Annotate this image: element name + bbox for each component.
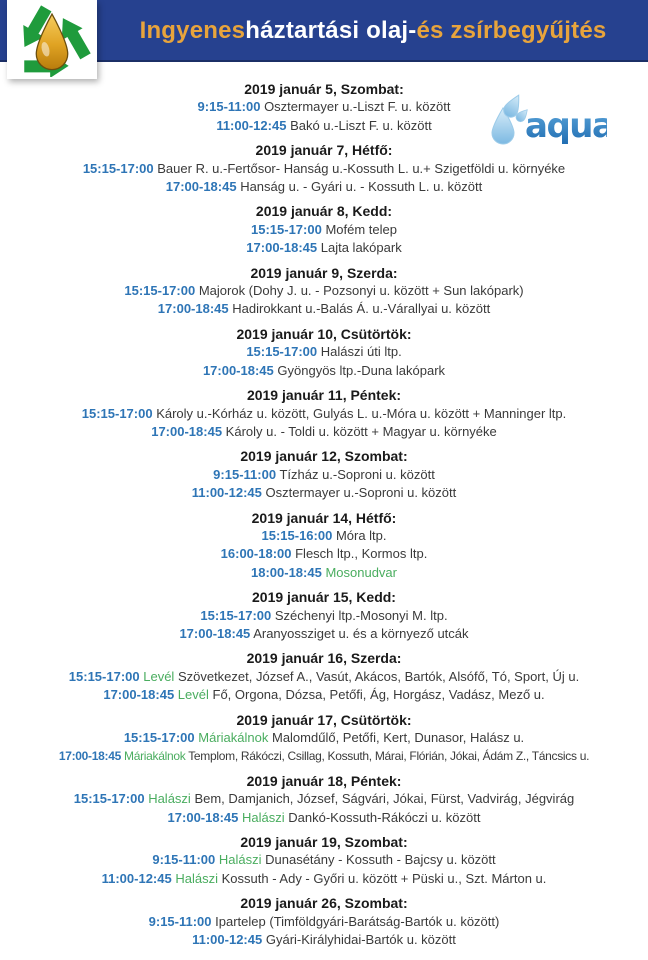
schedule-block: [0, 325, 648, 380]
schedule-entry: [0, 405, 648, 423]
entry-time: 15:15-17:00: [124, 283, 196, 299]
entry-location: Majorok (Dohy J. u. - Pozsonyi u. között + Sun lakópark): [198, 283, 524, 299]
entry-time: 15:15-17:00: [73, 791, 145, 807]
schedule-entry: [0, 790, 648, 808]
schedule-entry: [0, 870, 648, 888]
entry-time: 9:15-11:00: [152, 852, 216, 868]
schedule-block: [0, 711, 648, 766]
entry-location: Hadirokkant u.-Balás Á. u.-Várallyai u. között: [232, 301, 491, 317]
entry-location: Károly u. - Toldi u. között + Magyar u. környéke: [225, 423, 497, 439]
schedule-block: [0, 588, 648, 643]
schedule-entry: [0, 239, 648, 257]
schedule-block: [0, 141, 648, 196]
entry-time: 17:00-18:45: [58, 749, 121, 764]
entry-location: Bauer R. u.-Fertősor- Hanság u.-Kossuth L. u.+ Szigetföldi u. környéke: [157, 160, 566, 176]
entry-location: Gyári-Királyhidai-Bartók u. között: [265, 932, 456, 948]
entry-location: Széchenyi ltp.-Mosonyi M. ltp.: [274, 607, 448, 623]
entry-area: Máriakálnok: [124, 749, 186, 764]
entry-time: 15:15-17:00: [200, 607, 272, 623]
schedule-entry: [0, 668, 648, 686]
entry-location: Halászi úti ltp.: [320, 344, 402, 360]
schedule-date: 2019 január 10, Csütörtök:: [236, 325, 412, 342]
schedule-block: [0, 649, 648, 704]
schedule-date: 2019 január 18, Péntek:: [246, 772, 402, 789]
schedule-date: 2019 január 16, Szerda:: [246, 650, 402, 667]
schedule-entry: [0, 931, 648, 949]
entry-area: Halászi: [218, 852, 262, 868]
schedule-block: [0, 447, 648, 502]
schedule-entry: [0, 282, 648, 300]
schedule-entry: [0, 423, 648, 441]
schedule-block: [0, 202, 648, 257]
entry-time: 11:00-12:45: [216, 117, 287, 133]
entry-area: Levél: [177, 687, 209, 703]
schedule-date: 2019 január 9, Szerda:: [250, 264, 398, 281]
schedule-date: 2019 január 15, Kedd:: [252, 589, 396, 606]
entry-area: Halászi: [242, 809, 285, 825]
entry-location: Malomdűlő, Petőfi, Kert, Dunasor, Halász u.: [271, 730, 525, 745]
schedule-date: 2019 január 8, Kedd:: [255, 203, 393, 220]
schedule-entry: [0, 607, 648, 625]
title-part-ingyenes: Ingyenes: [139, 17, 246, 44]
schedule-entry: [0, 851, 648, 869]
schedule-entry: [0, 729, 648, 747]
title-part-zsirbegyujtes: és zsírbegyűjtés: [416, 17, 607, 44]
schedule-block: [0, 833, 648, 888]
schedule-entry: [0, 545, 648, 563]
schedule-entry: [0, 564, 648, 582]
schedule-date: 2019 január 14, Hétfő:: [251, 509, 397, 526]
schedule-date: 2019 január 7, Hétfő:: [255, 142, 393, 159]
entry-time: 17:00-18:45: [157, 301, 229, 317]
schedule-entry: [0, 686, 648, 704]
entry-time: 15:15-17:00: [246, 344, 318, 360]
schedule-block: [0, 264, 648, 319]
schedule-entry: [0, 913, 648, 931]
entry-time: 15:15-17:00: [82, 160, 154, 176]
schedule-entry: [0, 160, 648, 178]
entry-location: Gyöngyös ltp.-Duna lakópark: [277, 362, 446, 378]
schedule-block: [0, 894, 648, 949]
entry-area: Máriakálnok: [198, 730, 269, 745]
schedule-entry: [0, 300, 648, 318]
entry-time: 15:15-17:00: [251, 221, 322, 237]
entry-area: Halászi: [148, 791, 191, 807]
entry-location: Bem, Damjanich, József, Ságvári, Jókai, Fürst, Vadvirág, Jégvirág: [194, 791, 575, 807]
entry-location: Tízház u.-Soproni u. között: [279, 466, 435, 482]
header-bar: [0, 0, 648, 62]
aqua-logo-text: aqua: [525, 106, 607, 146]
entry-location: Szövetkezet, József A., Vasút, Akácos, Bartók, Alsófő, Tó, Sport, Új u.: [177, 668, 580, 684]
schedule-entry: [0, 178, 648, 196]
entry-time: 17:00-18:45: [246, 240, 318, 256]
schedule-date: 2019 január 26, Szombat:: [240, 895, 408, 912]
entry-area: Halászi: [175, 870, 218, 886]
schedule-entry: [0, 466, 648, 484]
entry-location: Fő, Orgona, Dózsa, Petőfi, Ág, Horgász, Vadász, Mező u.: [212, 687, 545, 703]
schedule-entry: [0, 747, 648, 765]
schedule-block: [0, 386, 648, 441]
entry-time: 11:00-12:45: [192, 932, 263, 948]
entry-location: Dunasétány - Kossuth - Bajcsy u. között: [265, 852, 496, 868]
schedule-entry: [0, 221, 648, 239]
entry-time: 11:00-12:45: [191, 485, 262, 501]
schedule-entry: [0, 343, 648, 361]
water-splash-icon: [487, 90, 607, 148]
entry-time: 16:00-18:00: [220, 546, 292, 562]
schedule-date: 2019 január 12, Szombat:: [240, 448, 408, 465]
entry-time: 15:15-17:00: [68, 668, 140, 684]
entry-location: Lajta lakópark: [320, 240, 402, 256]
entry-time: 17:00-18:45: [151, 423, 223, 439]
entry-location: Móra ltp.: [335, 527, 387, 543]
schedule-date: 2019 január 5, Szombat:: [244, 81, 404, 97]
schedule: [0, 62, 648, 955]
aqua-logo: [487, 90, 607, 148]
title-part-haztartasi-olaj: háztartási olaj-: [245, 17, 417, 44]
recycle-oil-logo: [7, 0, 97, 79]
entry-area: Mosonudvar: [325, 564, 397, 580]
schedule-entry: [0, 484, 648, 502]
schedule-block: [0, 509, 648, 583]
entry-time: 15:15-16:00: [261, 527, 333, 543]
entry-time: 9:15-11:00: [148, 913, 212, 929]
recycle-arrows-oil-drop-icon: [11, 3, 93, 77]
entry-area: Levél: [143, 668, 175, 684]
entry-location: Mofém telep: [325, 221, 397, 237]
entry-time: 15:15-17:00: [81, 405, 153, 421]
entry-time: 9:15-11:00: [197, 99, 261, 115]
entry-location: Osztermayer u.-Soproni u. között: [265, 485, 457, 501]
schedule-block: [0, 772, 648, 827]
entry-location: Aranyossziget u. és a környező utcák: [253, 625, 469, 641]
page-title: [104, 0, 642, 62]
entry-time: 9:15-11:00: [213, 466, 277, 482]
schedule-entry: [0, 362, 648, 380]
entry-time: 17:00-18:45: [179, 625, 251, 641]
schedule-date: 2019 január 11, Péntek:: [246, 387, 402, 404]
entry-time: 18:00-18:45: [251, 564, 322, 580]
schedule-date: 2019 január 19, Szombat:: [240, 834, 408, 851]
schedule-entry: [0, 527, 648, 545]
entry-location: Dankó-Kossuth-Rákóczi u. között: [288, 809, 481, 825]
entry-location: Károly u.-Kórház u. között, Gulyás L. u.-Móra u. között + Manninger ltp.: [156, 405, 567, 421]
schedule-entry: [0, 625, 648, 643]
entry-location: Hanság u. - Gyári u. - Kossuth L. u. között: [240, 179, 483, 195]
schedule-date: 2019 január 17, Csütörtök:: [236, 711, 412, 728]
schedule-entry: [0, 809, 648, 827]
entry-location: Kossuth - Ady - Győri u. között + Püski u., Szt. Márton u.: [221, 870, 547, 886]
entry-time: 17:00-18:45: [165, 179, 237, 195]
entry-location: Osztermayer u.-Liszt F. u. között: [264, 99, 451, 115]
entry-time: 17:00-18:45: [202, 362, 274, 378]
entry-location: Flesch ltp., Kormos ltp.: [295, 546, 428, 562]
entry-time: 15:15-17:00: [123, 730, 195, 745]
entry-time: 11:00-12:45: [101, 870, 172, 886]
entry-location: Bakó u.-Liszt F. u. között: [290, 117, 432, 133]
entry-time: 17:00-18:45: [167, 809, 239, 825]
entry-location: Templom, Rákóczi, Csillag, Kossuth, Márai, Flórián, Jókai, Ádám Z., Táncsics u.: [188, 749, 590, 764]
entry-time: 17:00-18:45: [103, 687, 175, 703]
entry-location: Ipartelep (Timföldgyári-Barátság-Bartók u. között): [215, 913, 500, 929]
